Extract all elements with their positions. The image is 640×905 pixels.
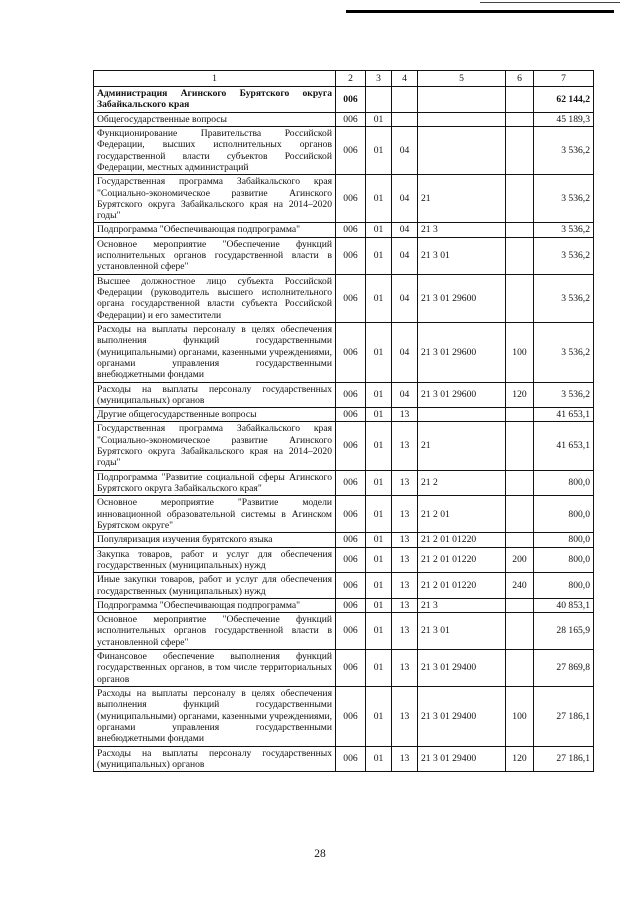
row-ministry-code: 006 [336, 746, 366, 772]
row-amount: 800,0 [534, 470, 594, 496]
row-subsection-code: 13 [392, 470, 418, 496]
row-expense-type [506, 175, 534, 223]
row-name: Основное мероприятие "Обеспечение функций исполнительных органов государственной власти в установленной сфере" [94, 237, 336, 274]
row-name: Закупка товаров, работ и услуг для обеспечения государственных (муниципальных) нужд [94, 547, 336, 573]
row-ministry-code: 006 [336, 650, 366, 687]
col-header-4: 4 [392, 71, 418, 87]
row-subsection-code: 13 [392, 496, 418, 533]
row-section-code: 01 [366, 598, 392, 612]
row-subsection-code: 13 [392, 573, 418, 599]
row-target-article: 21 3 01 29600 [418, 322, 506, 382]
row-section-code: 01 [366, 533, 392, 547]
row-subsection-code: 04 [392, 223, 418, 237]
row-target-article: 21 [418, 422, 506, 470]
row-target-article: 21 2 01 01220 [418, 547, 506, 573]
row-subsection-code: 13 [392, 687, 418, 747]
row-expense-type: 100 [506, 322, 534, 382]
col-header-2: 2 [336, 71, 366, 87]
row-amount: 28 165,9 [534, 613, 594, 650]
row-target-article [418, 112, 506, 126]
table-row [94, 573, 594, 599]
row-target-article: 21 2 01 01220 [418, 573, 506, 599]
row-name: Подпрограмма "Обеспечивающая подпрограмма" [94, 598, 336, 612]
row-ministry-code: 006 [336, 322, 366, 382]
row-target-article: 21 3 01 29600 [418, 382, 506, 408]
row-amount: 3 536,2 [534, 223, 594, 237]
row-subsection-code [392, 87, 418, 113]
header-rule [346, 10, 614, 13]
table-row [94, 112, 594, 126]
row-ministry-code: 006 [336, 175, 366, 223]
row-expense-type [506, 223, 534, 237]
row-target-article: 21 2 [418, 470, 506, 496]
row-section-code [366, 87, 392, 113]
table-row [94, 598, 594, 612]
row-ministry-code: 006 [336, 274, 366, 322]
row-amount: 62 144,2 [534, 87, 594, 113]
row-target-article: 21 3 01 [418, 237, 506, 274]
row-section-code: 01 [366, 237, 392, 274]
row-ministry-code: 006 [336, 223, 366, 237]
row-ministry-code: 006 [336, 408, 366, 422]
row-target-article: 21 3 [418, 223, 506, 237]
table-row [94, 274, 594, 322]
row-name: Высшее должностное лицо субъекта Российской Федерации (руководитель высшего исполнительного органа государственной власти субъекта Российской Федерации) и его заместители [94, 274, 336, 322]
row-amount: 3 536,2 [534, 126, 594, 174]
page-number: 28 [314, 848, 326, 860]
row-target-article [418, 126, 506, 174]
row-expense-type [506, 650, 534, 687]
row-ministry-code: 006 [336, 87, 366, 113]
row-subsection-code: 13 [392, 547, 418, 573]
table-row [94, 87, 594, 113]
row-subsection-code: 13 [392, 533, 418, 547]
header-rule-thin [480, 2, 620, 3]
table-row [94, 126, 594, 174]
row-target-article: 21 3 01 29400 [418, 687, 506, 747]
row-target-article: 21 2 01 [418, 496, 506, 533]
row-name: Подпрограмма "Обеспечивающая подпрограмма" [94, 223, 336, 237]
row-expense-type [506, 533, 534, 547]
budget-table [93, 70, 594, 772]
row-expense-type: 120 [506, 382, 534, 408]
row-name: Функционирование Правительства Российской Федерации, высших исполнительных органов государственной власти субъектов Российской Федерации, местных администраций [94, 126, 336, 174]
row-target-article [418, 408, 506, 422]
row-expense-type: 120 [506, 746, 534, 772]
row-target-article: 21 3 01 29400 [418, 650, 506, 687]
row-amount: 27 186,1 [534, 687, 594, 747]
row-section-code: 01 [366, 382, 392, 408]
row-section-code: 01 [366, 422, 392, 470]
row-target-article: 21 3 01 29600 [418, 274, 506, 322]
row-expense-type [506, 126, 534, 174]
row-subsection-code: 13 [392, 422, 418, 470]
row-subsection-code: 04 [392, 322, 418, 382]
row-amount: 800,0 [534, 496, 594, 533]
table-row [94, 382, 594, 408]
row-subsection-code: 13 [392, 408, 418, 422]
row-ministry-code: 006 [336, 687, 366, 747]
row-subsection-code [392, 112, 418, 126]
row-ministry-code: 006 [336, 573, 366, 599]
row-name: Государственная программа Забайкальского края "Социально-экономическое развитие Агинского Бурятского округа Забайкальского края на 2014–2020 годы" [94, 175, 336, 223]
row-section-code: 01 [366, 112, 392, 126]
row-target-article: 21 3 01 [418, 613, 506, 650]
table-row [94, 470, 594, 496]
row-amount: 800,0 [534, 533, 594, 547]
row-ministry-code: 006 [336, 533, 366, 547]
row-target-article: 21 3 [418, 598, 506, 612]
row-expense-type [506, 470, 534, 496]
row-subsection-code: 13 [392, 613, 418, 650]
row-section-code: 01 [366, 274, 392, 322]
row-section-code: 01 [366, 746, 392, 772]
col-header-6: 6 [506, 71, 534, 87]
row-name: Другие общегосударственные вопросы [94, 408, 336, 422]
table-row [94, 175, 594, 223]
row-section-code: 01 [366, 408, 392, 422]
row-ministry-code: 006 [336, 112, 366, 126]
row-amount: 45 189,3 [534, 112, 594, 126]
row-ministry-code: 006 [336, 237, 366, 274]
row-subsection-code: 13 [392, 746, 418, 772]
table-row [94, 613, 594, 650]
row-section-code: 01 [366, 223, 392, 237]
row-name: Расходы на выплаты персоналу государственных (муниципальных) органов [94, 746, 336, 772]
row-expense-type: 100 [506, 687, 534, 747]
row-ministry-code: 006 [336, 422, 366, 470]
table-row [94, 746, 594, 772]
row-subsection-code: 04 [392, 175, 418, 223]
row-name: Администрация Агинского Бурятского округа Забайкальского края [94, 87, 336, 113]
row-ministry-code: 006 [336, 470, 366, 496]
row-amount: 41 653,1 [534, 408, 594, 422]
table-row [94, 547, 594, 573]
row-amount: 3 536,2 [534, 175, 594, 223]
row-name: Финансовое обеспечение выполнения функций государственных органов, в том числе территориальных органов [94, 650, 336, 687]
table-row [94, 650, 594, 687]
row-name: Основное мероприятие "Развитие модели инновационной образовательной системы в Агинском Бурятском округе" [94, 496, 336, 533]
row-name: Подпрограмма "Развитие социальной сферы Агинского Бурятского округа Забайкальского края" [94, 470, 336, 496]
row-expense-type [506, 613, 534, 650]
row-amount: 27 186,1 [534, 746, 594, 772]
table-row [94, 408, 594, 422]
row-name: Общегосударственные вопросы [94, 112, 336, 126]
table-row [94, 422, 594, 470]
row-section-code: 01 [366, 650, 392, 687]
row-expense-type [506, 496, 534, 533]
row-amount: 800,0 [534, 573, 594, 599]
row-amount: 41 653,1 [534, 422, 594, 470]
row-subsection-code: 13 [392, 650, 418, 687]
table-row [94, 322, 594, 382]
row-amount: 800,0 [534, 547, 594, 573]
row-name: Расходы на выплаты персоналу в целях обеспечения выполнения функций государственными (муниципальными) органами, казенными учреждениями, органами управления государственными внебюджетными фондами [94, 322, 336, 382]
col-header-3: 3 [366, 71, 392, 87]
row-amount: 40 853,1 [534, 598, 594, 612]
row-ministry-code: 006 [336, 613, 366, 650]
row-amount: 3 536,2 [534, 322, 594, 382]
row-section-code: 01 [366, 573, 392, 599]
row-section-code: 01 [366, 496, 392, 533]
row-section-code: 01 [366, 547, 392, 573]
row-expense-type [506, 112, 534, 126]
row-expense-type: 200 [506, 547, 534, 573]
row-subsection-code: 04 [392, 382, 418, 408]
row-amount: 3 536,2 [534, 382, 594, 408]
row-subsection-code: 04 [392, 237, 418, 274]
row-name: Популяризация изучения бурятского языка [94, 533, 336, 547]
table-row [94, 533, 594, 547]
col-header-7: 7 [534, 71, 594, 87]
row-expense-type [506, 237, 534, 274]
table-row [94, 237, 594, 274]
row-ministry-code: 006 [336, 496, 366, 533]
row-ministry-code: 006 [336, 598, 366, 612]
col-header-5: 5 [418, 71, 506, 87]
row-amount: 3 536,2 [534, 274, 594, 322]
table-body [94, 87, 594, 772]
row-name: Иные закупки товаров, работ и услуг для обеспечения государственных (муниципальных) нужд [94, 573, 336, 599]
row-section-code: 01 [366, 470, 392, 496]
row-expense-type [506, 598, 534, 612]
row-section-code: 01 [366, 126, 392, 174]
col-header-1: 1 [94, 71, 336, 87]
row-amount: 27 869,8 [534, 650, 594, 687]
row-ministry-code: 006 [336, 547, 366, 573]
row-section-code: 01 [366, 687, 392, 747]
column-number-row [94, 71, 594, 87]
row-name: Расходы на выплаты персоналу в целях обеспечения выполнения функций государственными (муниципальными) органами, казенными учреждениями, органами управления государственными внебюджетными фондами [94, 687, 336, 747]
row-ministry-code: 006 [336, 382, 366, 408]
table-row [94, 496, 594, 533]
row-amount: 3 536,2 [534, 237, 594, 274]
row-expense-type: 240 [506, 573, 534, 599]
row-target-article: 21 2 01 01220 [418, 533, 506, 547]
row-section-code: 01 [366, 322, 392, 382]
row-ministry-code: 006 [336, 126, 366, 174]
row-expense-type [506, 274, 534, 322]
row-section-code: 01 [366, 175, 392, 223]
row-expense-type [506, 422, 534, 470]
row-target-article [418, 87, 506, 113]
row-subsection-code: 04 [392, 126, 418, 174]
row-expense-type [506, 87, 534, 113]
row-name: Основное мероприятие "Обеспечение функций исполнительных органов государственной власти в установленной сфере" [94, 613, 336, 650]
row-name: Расходы на выплаты персоналу государственных (муниципальных) органов [94, 382, 336, 408]
row-target-article: 21 3 01 29400 [418, 746, 506, 772]
row-subsection-code: 13 [392, 598, 418, 612]
table-row [94, 223, 594, 237]
row-target-article: 21 [418, 175, 506, 223]
row-section-code: 01 [366, 613, 392, 650]
row-subsection-code: 04 [392, 274, 418, 322]
table-row [94, 687, 594, 747]
row-name: Государственная программа Забайкальского края "Социально-экономическое развитие Агинского Бурятского округа Забайкальского края на 2014–2020 годы" [94, 422, 336, 470]
row-expense-type [506, 408, 534, 422]
